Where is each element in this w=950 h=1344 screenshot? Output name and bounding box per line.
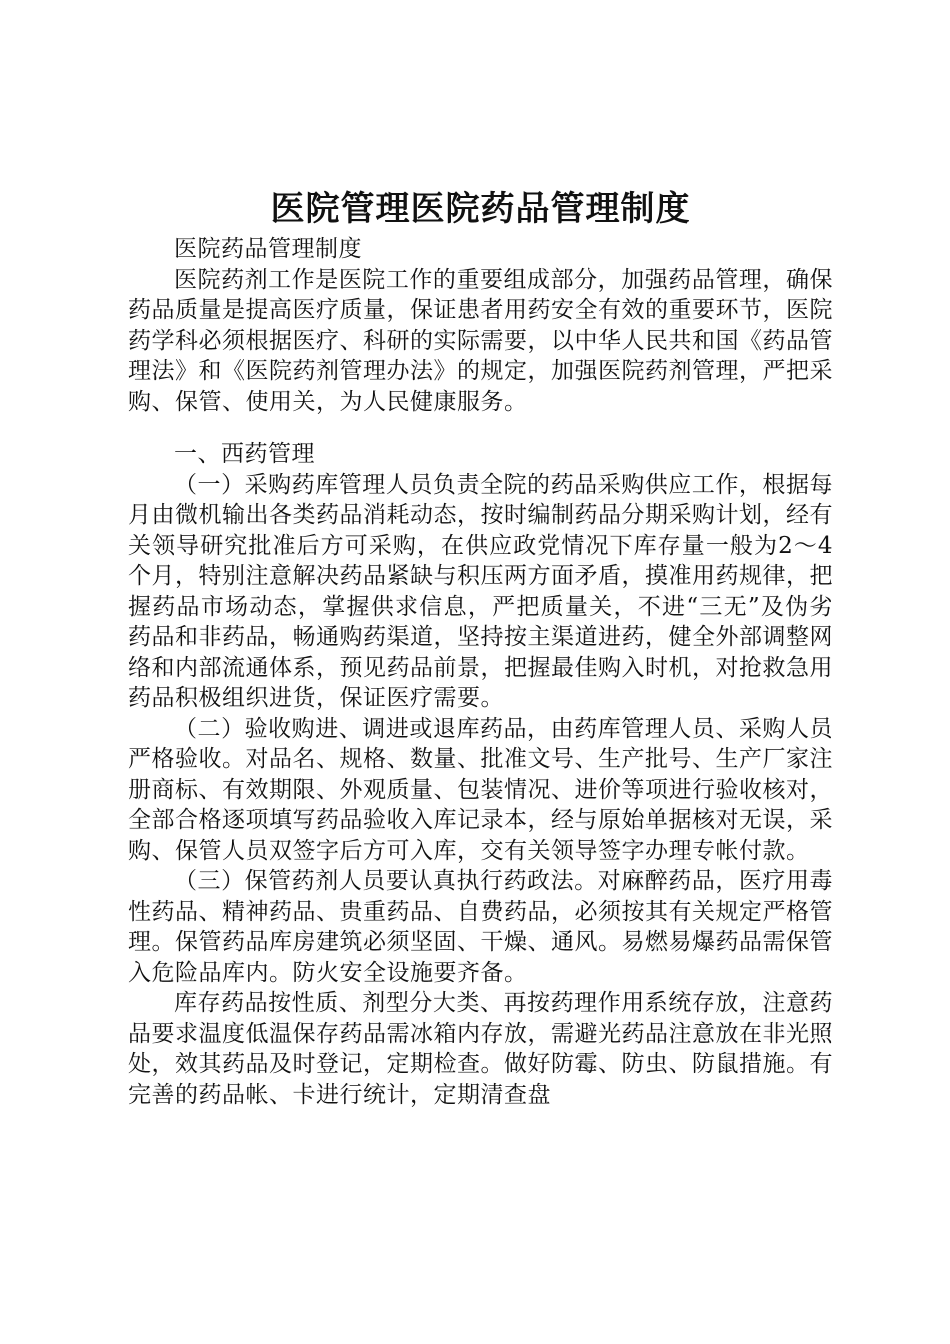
paragraph-acceptance: （二）验收购进、调进或退库药品，由药库管理人员、采购人员严格验收。对品名、规格、数量、批准文号、生产批号、生产厂家注册商标、有效期限、外观质量、包装情况、进价等项进行验收核对，全部合格逐项填写药品验收入库记录本，经与原始单据核对无误，采购、保管人员双签字后方可入库，交有关领导签字办理专帐付款。 xyxy=(128,715,833,864)
section-heading-western-medicine: 一、西药管理 xyxy=(174,441,315,467)
document-title: 医院管理医院药品管理制度 xyxy=(270,189,691,229)
paragraph-procurement: （一）采购药库管理人员负责全院的药品采购供应工作，根据每月由微机输出各类药品消耗动态，按时编制药品分期采购计划，经有关领导研究批准后方可采购，在供应政党情况下库存量一般为2～4个月，特别注意解决药品紧缺与积压两方面矛盾，摸准用药规律，把握药品市场动态，掌握供求信息，严把质量关，不进“三无”及伪劣药品和非药品，畅通购药渠道，坚持按主渠道进药，健全外部调整网络和内部流通体系，预见药品前景，把握最佳购入时机，对抢救急用药品积极组织进货，保证医疗需要。 xyxy=(128,471,833,711)
document-subtitle: 医院药品管理制度 xyxy=(174,236,362,262)
paragraph-inventory: 库存药品按性质、剂型分大类、再按药理作用系统存放，注意药品要求温度低温保存药品需冰箱内存放，需避光药品注意放在非光照处，效其药品及时登记，定期检查。做好防霉、防虫、防鼠措施。有完善的药品帐、卡进行统计，定期清查盘 xyxy=(128,990,833,1108)
document-page xyxy=(128,186,833,1110)
paragraph-storage: （三）保管药剂人员要认真执行药政法。对麻醉药品，医疗用毒性药品、精神药品、贵重药品、自费药品，必须按其有关规定严格管理。保管药品库房建筑必须坚固、干燥、通风。易燃易爆药品需保管入危险品库内。防火安全设施要齐备。 xyxy=(128,868,833,986)
paragraph-intro: 医院药剂工作是医院工作的重要组成部分，加强药品管理，确保药品质量是提高医疗质量，保证患者用药安全有效的重要环节，医院药学科必须根据医疗、科研的实际需要，以中华人民共和国《药品管理法》和《医院药剂管理办法》的规定，加强医院药剂管理，严把采购、保管、使用关，为人民健康服务。 xyxy=(128,266,833,415)
